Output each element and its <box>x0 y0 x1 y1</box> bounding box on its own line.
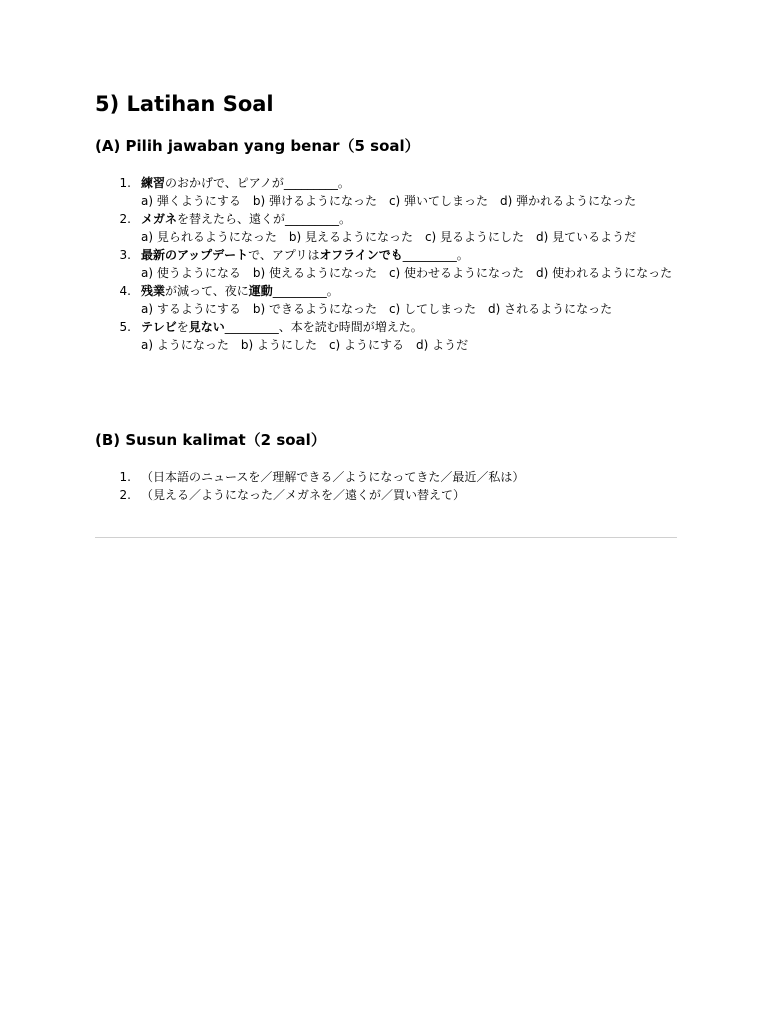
arrange-item <box>95 468 677 486</box>
question-text <box>141 246 677 264</box>
answer-options: a) 見られるようになった b) 見えるようになった c) 見るようにした d) 見ているようだ <box>141 230 637 244</box>
question-fragment: _________、本を読む時間が増えた。 <box>224 320 423 334</box>
page-title: 5) Latihan Soal <box>95 92 274 116</box>
answer-options: a) 弾くようにする b) 弾けるようになった c) 弾いてしまった d) 弾かれるようになった <box>141 194 637 208</box>
question-keyword: メガネ <box>141 212 178 226</box>
question-number: 2. <box>119 488 131 502</box>
answer-options: a) 使うようになる b) 使えるようになった c) 使わせるようになった d) 使われるようになった <box>141 266 673 280</box>
answer-options: a) ようになった b) ようにした c) ようにする d) ようだ <box>141 338 469 352</box>
question-text <box>141 318 677 336</box>
arrange-text: （日本語のニュースを／理解できる／ようになってきた／最近／私は） <box>141 470 525 484</box>
question-number: 1. <box>119 176 131 190</box>
question-keyword: オフラインでも <box>319 248 403 262</box>
question-keyword: 残業 <box>141 284 166 298</box>
question-keyword: 最新のアップデート <box>141 248 249 262</box>
question-fragment: _________。 <box>272 284 339 298</box>
question-item <box>95 174 677 210</box>
question-text <box>141 282 677 300</box>
question-number: 4. <box>119 284 131 298</box>
section-b-question-list <box>95 468 677 504</box>
question-fragment: _________。 <box>402 248 469 262</box>
question-item <box>95 282 677 318</box>
section-a-question-list <box>95 174 677 354</box>
question-fragment: のおかげで、ピアノが_________。 <box>165 176 350 190</box>
question-keyword: 運動 <box>248 284 273 298</box>
question-item <box>95 246 677 282</box>
question-text <box>141 210 677 228</box>
question-keyword: テレビ <box>141 320 177 334</box>
section-a-heading: (A) Pilih jawaban yang benar（5 soal） <box>95 137 420 155</box>
question-keyword: 練習 <box>141 176 166 190</box>
question-fragment: を <box>176 320 189 334</box>
horizontal-divider <box>95 537 677 538</box>
question-fragment: を替えたら、遠くが_________。 <box>177 212 352 226</box>
question-item <box>95 318 677 354</box>
question-number: 1. <box>119 470 131 484</box>
arrange-item <box>95 486 677 504</box>
question-fragment: で、アプリは <box>248 248 320 262</box>
question-number: 3. <box>119 248 131 262</box>
question-text <box>141 174 677 192</box>
question-fragment: が減って、夜に <box>165 284 249 298</box>
section-b-heading: (B) Susun kalimat（2 soal） <box>95 431 326 449</box>
answer-options: a) するようにする b) できるようになった c) してしまった d) されるようになった <box>141 302 613 316</box>
question-keyword: 見ない <box>188 320 225 334</box>
question-number: 5. <box>119 320 131 334</box>
question-item <box>95 210 677 246</box>
question-number: 2. <box>119 212 131 226</box>
arrange-text: （見える／ようになった／メガネを／遠くが／買い替えて） <box>141 488 466 502</box>
